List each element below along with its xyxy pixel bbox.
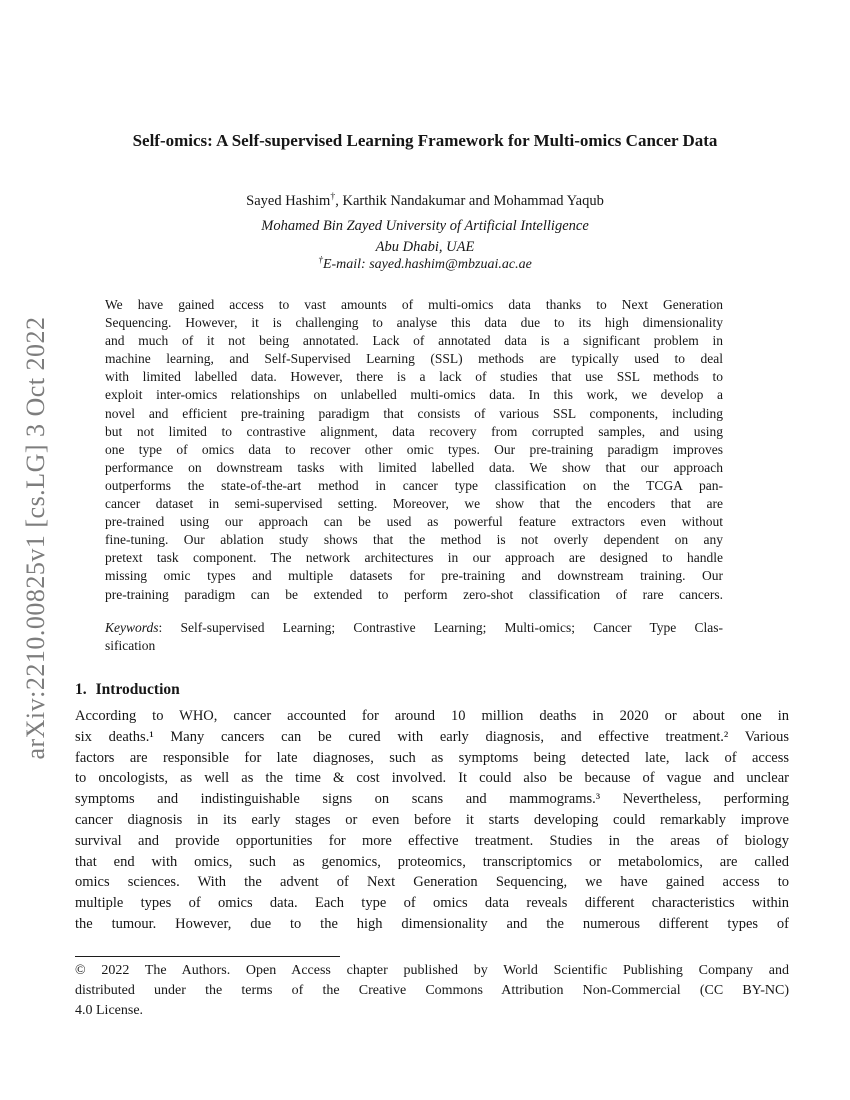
text-line: © 2022 The Authors. Open Access chapter published by World Scientific Publishing Company and: [75, 963, 789, 978]
affiliation-location: Abu Dhabi, UAE: [375, 239, 475, 255]
text-line: survival and provide opportunities for more effective treatment. Studies in the areas of biology: [75, 832, 789, 849]
text-line: and much of it not being annotated. Lack of annotated data is a significant problem in: [105, 333, 723, 349]
footnote-rule: [75, 956, 340, 957]
author-line: [0, 193, 850, 210]
text-line: cancer dataset in semi-supervised setting. Moreover, we show that the encoders that are: [105, 496, 723, 512]
keywords-line-2: sification: [105, 638, 156, 654]
text-line: exploit inter-omics relationships on unlabelled multi-omics data. In this work, we develop a: [105, 387, 723, 403]
keywords-text: : Self-supervised Learning; Contrastive Learning; Multi-omics; Cancer Type Clas-: [158, 620, 723, 635]
affiliation: Mohamed Bin Zayed University of Artificial Intelligence: [261, 218, 589, 234]
text-line: 4.0 License.: [75, 1003, 144, 1018]
text-line: machine learning, and Self-Supervised Learning (SSL) methods are typically used to deal: [105, 351, 723, 367]
text-line: symptoms and indistinguishable signs on scans and mammograms.³ Nevertheless, performing: [75, 791, 789, 808]
text-line: Sequencing. However, it is challenging to analyse this data due to its high dimensionality: [105, 315, 723, 331]
author-dagger-mark: †: [330, 191, 336, 203]
text-line: six deaths.¹ Many cancers can be cured with early diagnosis, and effective treatment.² Various: [75, 728, 789, 745]
keywords-label: Keywords: [105, 620, 159, 635]
text-line: omics sciences. With the advent of Next Generation Sequencing, we have gained access to: [75, 874, 789, 891]
text-line: novel and efficient pre-training paradigm that consists of various SSL components, including: [105, 405, 723, 421]
text-line: outperforms the state-of-the-art method in cancer type classification on the TCGA pan-: [105, 477, 723, 493]
arxiv-watermark: arXiv:2210.00825v1 [cs.LG] 3 Oct 2022: [21, 316, 50, 760]
abstract-paragraph: [105, 296, 723, 604]
introduction-paragraph: [75, 706, 789, 935]
text-line: missing omic types and multiple datasets for pre-training and downstream training. Our: [105, 568, 723, 584]
copyright-footnote: [75, 961, 789, 1021]
text-line: the tumour. However, due to the high dimensionality and the numerous different types of: [75, 915, 789, 932]
email-dagger-mark: †: [318, 255, 323, 266]
author-first-name: Sayed Hashim: [246, 193, 331, 209]
keywords-paragraph: [105, 619, 723, 655]
email-text: E-mail: sayed.hashim@mbzuai.ac.ae: [322, 257, 532, 272]
text-line: factors are responsible for late diagnoses, such as symptoms being detected late, lack of access: [75, 749, 789, 766]
text-line: pre-training paradigm can be extended to perform zero-shot classification of rare cancers.: [105, 586, 723, 602]
keywords-line-1: [105, 619, 723, 637]
text-line: that end with omics, such as genomics, proteomics, transcriptomics or metabolomics, are called: [75, 853, 789, 870]
text-line: but not limited to contrastive alignment, data recovery from corrupted samples, and using: [105, 423, 723, 439]
text-line: pre-trained using our approach can be used as powerful feature extractors even without: [105, 514, 723, 530]
text-line: distributed under the terms of the Creative Commons Attribution Non-Commercial (CC BY-NC): [75, 983, 789, 998]
email-line: [0, 257, 850, 273]
section-number: 1.: [75, 681, 87, 698]
text-line: multiple types of omics data. Each type of omics data reveals different characteristics within: [75, 895, 789, 912]
section-heading-introduction: [75, 681, 180, 699]
text-line: with limited labelled data. However, there is a lack of studies that use SSL methods to: [105, 369, 723, 385]
text-line: According to WHO, cancer accounted for around 10 million deaths in 2020 or about one in: [75, 708, 789, 724]
text-line: to oncologists, as well as the time & cost involved. It could also be because of vague and unclear: [75, 770, 789, 787]
text-line: pretext task component. The network architectures in our approach are designed to handle: [105, 550, 723, 566]
paper-title: Self-omics: A Self-supervised Learning Framework for Multi-omics Cancer Data: [132, 131, 718, 150]
text-line: cancer diagnosis in its early stages or even before it starts developing could remarkably improve: [75, 811, 789, 828]
text-line: We have gained access to vast amounts of multi-omics data thanks to Next Generation: [105, 297, 723, 312]
text-line: one type of omics data to recover other omic types. Our pre-training paradigm improves: [105, 441, 723, 457]
section-title: Introduction: [95, 681, 180, 698]
text-line: fine-tuning. Our ablation study shows that the method is not overly dependent on any: [105, 532, 723, 548]
text-line: performance on downstream tasks with limited labelled data. We show that our approach: [105, 459, 723, 475]
author-rest: , Karthik Nandakumar and Mohammad Yaqub: [335, 193, 604, 209]
